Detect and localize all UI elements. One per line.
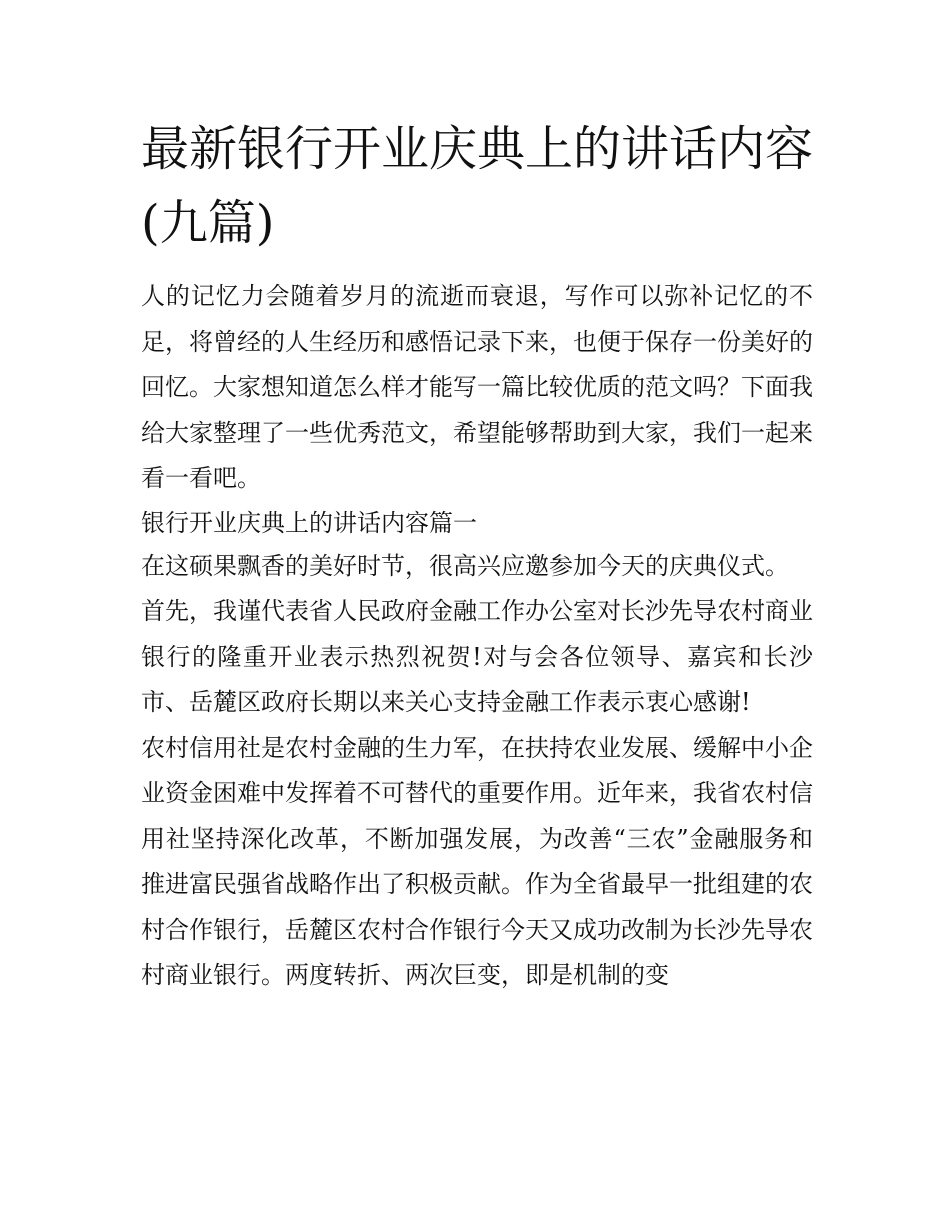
section-heading: 银行开业庆典上的讲话内容篇一: [141, 508, 477, 537]
body-paragraph-1: 在这硕果飘香的美好时节，很高兴应邀参加今天的庆典仪式。: [141, 551, 789, 580]
body-paragraph-2: 首先，我谨代表省人民政府金融工作办公室对长沙先导农村商业银行的隆重开业表示热烈祝贺!对与会各位领导、嘉宾和长沙市、岳麓区政府长期以来关心支持金融工作表示衷心感谢!: [141, 597, 813, 716]
document-title: 最新银行开业庆典上的讲话内容(九篇): [141, 121, 814, 251]
intro-paragraph: 人的记忆力会随着岁月的流逝而衰退，写作可以弥补记忆的不足，将曾经的人生经历和感悟记录下来，也便于保存一份美好的回忆。大家想知道怎么样才能写一篇比较优质的范文吗？下面我给大家整理了一些优秀范文，希望能够帮助到大家，我们一起来看一看吧。: [141, 282, 813, 492]
body-paragraph-3: 农村信用社是农村金融的生力军，在扶持农业发展、缓解中小企业资金困难中发挥着不可替代的重要作用。近年来，我省农村信用社坚持深化改革，不断加强发展，为改善“三农”金融服务和推进富民强省战略作出了积极贡献。作为全省最早一批组建的农村合作银行，岳麓区农村合作银行今天又成功改制为长沙先导农村商业银行。两度转折、两次巨变，即是机制的变: [141, 733, 813, 989]
document-content: [141, 112, 813, 999]
